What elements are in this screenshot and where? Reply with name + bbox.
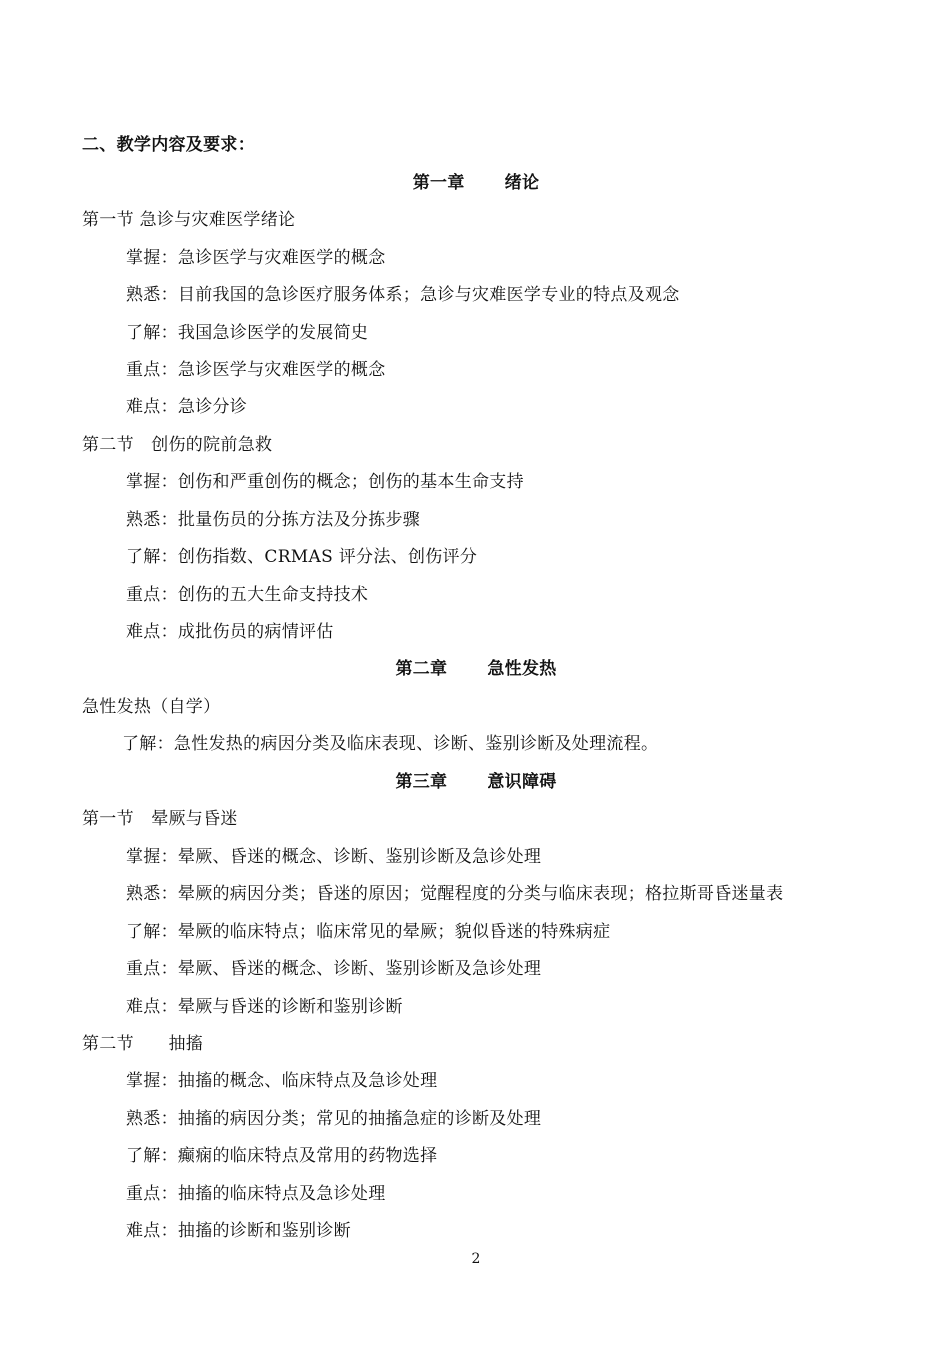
requirement-item: 熟悉：目前我国的急诊医疗服务体系；急诊与灾难医学专业的特点及观念 (126, 285, 680, 305)
chapter-number: 第三章 (395, 772, 448, 792)
requirement-item: 掌握：创伤和严重创伤的概念；创伤的基本生命支持 (126, 472, 524, 492)
requirement-item: 掌握：急诊医学与灾难医学的概念 (126, 248, 386, 268)
chapter-title (0, 772, 952, 792)
requirement-item: 重点：晕厥、昏迷的概念、诊断、鉴别诊断及急诊处理 (126, 959, 542, 979)
requirement-item: 重点：创伤的五大生命支持技术 (126, 585, 369, 605)
section-title: 第二节 抽搐 (82, 1034, 204, 1054)
requirement-item: 了解：晕厥的临床特点；临床常见的晕厥；貌似昏迷的特殊病症 (126, 922, 611, 942)
content-heading: 二、教学内容及要求： (82, 135, 255, 155)
requirement-item: 了解：急性发热的病因分类及临床表现、诊断、鉴别诊断及处理流程。 (122, 734, 659, 754)
requirement-item: 掌握：晕厥、昏迷的概念、诊断、鉴别诊断及急诊处理 (126, 847, 542, 867)
requirement-item: 了解：癫痫的临床特点及常用的药物选择 (126, 1146, 438, 1166)
requirement-item: 重点：急诊医学与灾难医学的概念 (126, 360, 386, 380)
requirement-item: 了解：我国急诊医学的发展简史 (126, 323, 369, 343)
section-title: 第一节 晕厥与昏迷 (82, 809, 238, 829)
requirement-item: 难点：急诊分诊 (126, 397, 248, 417)
requirement-item: 了解：创伤指数、CRMAS 评分法、创伤评分 (126, 547, 478, 567)
section-title: 第二节 创伤的院前急救 (82, 435, 273, 455)
chapter-name: 意识障碍 (487, 772, 557, 792)
chapter-number: 第一章 (412, 173, 465, 193)
requirement-item: 熟悉：抽搐的病因分类；常见的抽搐急症的诊断及处理 (126, 1109, 542, 1129)
section-title: 急性发热（自学） (82, 697, 221, 717)
section-title: 第一节 急诊与灾难医学绪论 (82, 210, 296, 230)
requirement-item: 难点：晕厥与昏迷的诊断和鉴别诊断 (126, 997, 403, 1017)
page-number: 2 (471, 1251, 481, 1267)
chapter-name: 绪论 (504, 173, 540, 193)
requirement-item: 难点：抽搐的诊断和鉴别诊断 (126, 1221, 351, 1241)
requirement-item: 难点：成批伤员的病情评估 (126, 622, 334, 642)
chapter-title (0, 659, 952, 679)
chapter-name: 急性发热 (487, 659, 557, 679)
requirement-item: 熟悉：晕厥的病因分类；昏迷的原因；觉醒程度的分类与临床表现；格拉斯哥昏迷量表 (126, 884, 784, 904)
requirement-item: 熟悉：批量伤员的分拣方法及分拣步骤 (126, 510, 421, 530)
requirement-item: 掌握：抽搐的概念、临床特点及急诊处理 (126, 1071, 438, 1091)
requirement-item: 重点：抽搐的临床特点及急诊处理 (126, 1184, 386, 1204)
chapter-title (0, 173, 952, 193)
chapter-number: 第二章 (395, 659, 448, 679)
